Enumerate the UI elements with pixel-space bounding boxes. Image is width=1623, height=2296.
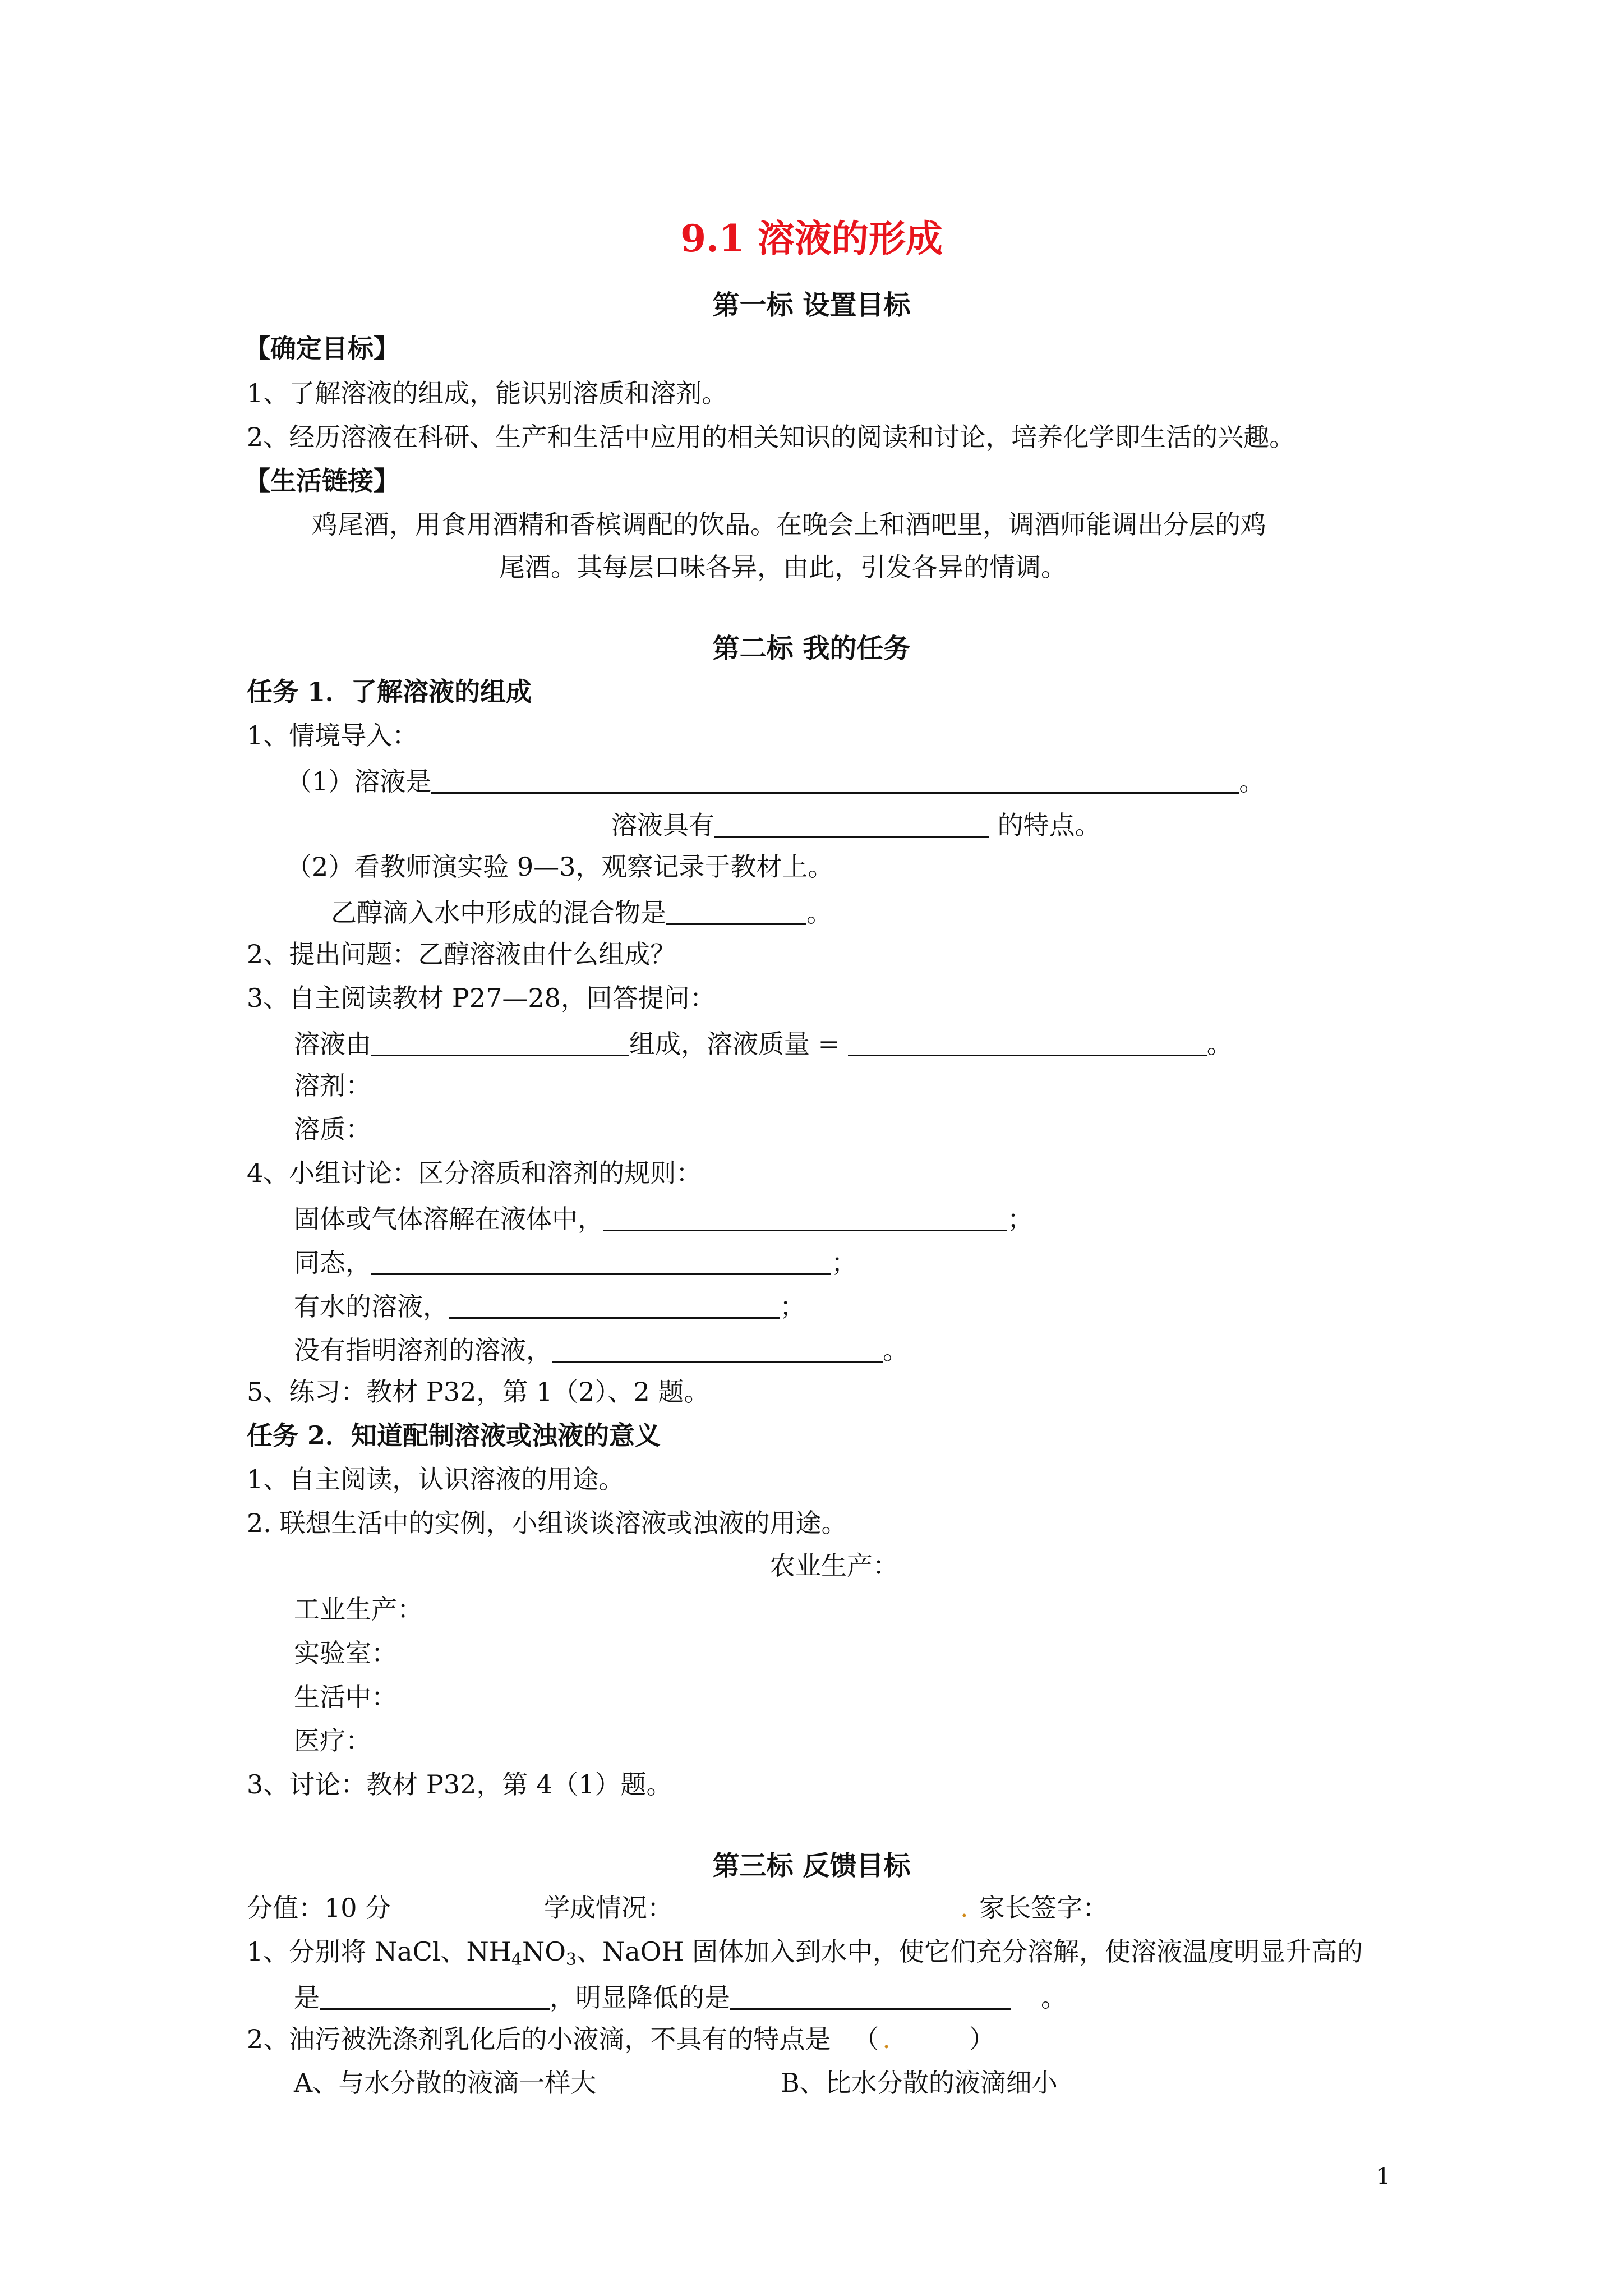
task1-item-2: 2、提出问题：乙醇溶液由什么组成？ [247,939,676,969]
solution-mass-label: 组成，溶液质量 = [629,1029,848,1059]
solution-definition-label: （1）溶液是 [286,766,432,797]
rule-with-water [294,1291,805,1322]
page-number: 1 [1376,2164,1391,2189]
rule-no-solvent-blank[interactable] [552,1335,883,1363]
use-agriculture: 农业生产： [769,1550,898,1581]
task1-heading: 任务 1．了解溶液的组成 [247,677,532,707]
q1-text: 1、分别将 NaCl、NH [247,1936,511,1967]
task1-item-1c: （2）看教师演实验 9—3，观察记录于教材上。 [286,852,834,882]
use-laboratory: 实验室： [294,1638,397,1668]
ethanol-mixture-label: 乙醇滴入水中形成的混合物是 [331,898,666,928]
rule-label: 固体或气体溶解在液体中， [294,1204,603,1234]
stray-dot: . [882,2024,891,2054]
task1-item-1a [286,766,1265,797]
page-title: 9.1 溶液的形成 [680,217,943,260]
q1-text: 、NaOH 固体加入到水中，使它们充分溶解，使溶液温度明显升高的 [577,1936,1363,1967]
rule-solid-gas-blank[interactable] [603,1204,1007,1231]
score-label: 分值：10 分 [247,1893,391,1923]
composition-label: 溶液由 [294,1029,371,1059]
use-medical: 医疗： [294,1726,371,1756]
punctuation: 。 [883,1335,909,1365]
question-2 [247,2026,995,2052]
task1-item-4: 4、小组讨论：区分溶质和溶剂的规则： [247,1158,702,1188]
task1-item-5: 5、练习：教材 P32，第 1（2）、2 题。 [247,1377,710,1407]
use-industry: 工业生产： [294,1594,423,1625]
option-a[interactable]: A、与水分散的液滴一样大 [294,2068,597,2098]
option-b[interactable]: B、比水分散的液滴细小 [781,2068,1058,2098]
q2-text: 2、油污被洗涤剂乳化后的小液滴，不具有的特点是 [247,2024,831,2054]
learning-status-label: 学成情况： [544,1893,673,1923]
rule-same-state-blank[interactable] [371,1248,831,1275]
task2-item-2: 2. 联想生活中的实例，小组谈谈溶液或浊液的用途。 [247,1508,847,1538]
solution-feature-label: 溶液具有 [611,810,714,840]
rule-with-water-blank[interactable] [449,1291,780,1319]
solution-mass-blank[interactable] [848,1029,1207,1056]
subscript-4: 4 [511,1950,522,1970]
section-heading-3: 第三标 反馈目标 [712,1850,911,1881]
rule-label: 没有指明溶剂的溶液， [294,1335,552,1365]
task1-item-3b: 溶剂： [294,1070,371,1101]
question-1-line-2 [294,1982,1067,2013]
temp-rise-blank[interactable] [320,1982,550,2010]
life-link-heading: 【生活链接】 [245,466,399,496]
stray-dot: . [960,1893,969,1923]
use-daily-life: 生活中： [294,1682,397,1712]
punctuation: 。 [1239,766,1265,797]
q1-text: ，明显降低的是 [550,1982,730,2013]
punctuation: ； [1007,1204,1033,1234]
q1-text: 是 [294,1982,320,2013]
goal-1: 1、了解溶液的组成，能识别溶质和溶剂。 [247,378,728,408]
q1-text: NO [522,1936,566,1967]
temp-drop-blank[interactable] [730,1982,1011,2010]
task2-item-3: 3、讨论：教材 P32，第 4（1）题。 [247,1769,672,1800]
task1-item-1: 1、情境导入： [247,720,418,751]
feature-suffix: 的特点。 [989,810,1101,840]
life-link-text-2: 尾酒。其每层口味各异，由此，引发各异的情调。 [499,552,1067,582]
parent-signature-label: 家长签字： [979,1893,1108,1923]
solution-feature-blank[interactable] [714,810,989,838]
question-1-line-1 [247,1936,1363,1970]
section-heading-1: 第一标 设置目标 [712,289,911,321]
rule-label: 同态， [294,1248,371,1278]
rule-solid-gas [294,1204,1033,1232]
task1-item-3c: 溶质： [294,1114,371,1144]
composition-blank[interactable] [371,1029,629,1056]
punctuation: ； [831,1248,857,1278]
task2-heading: 任务 2．知道配制溶液或浊液的意义 [247,1420,661,1451]
ethanol-mixture-blank[interactable] [666,898,806,925]
solution-definition-blank[interactable] [431,766,1239,794]
task1-item-1b [611,810,1101,838]
punctuation: 。 [806,898,832,928]
answer-paren-left: （ [853,2024,879,2054]
rule-same-state [294,1248,857,1276]
goal-2: 2、经历溶液在科研、生产和生活中应用的相关知识的阅读和讨论，培养化学即生活的兴趣。 [247,422,1295,452]
task1-item-1d [331,898,832,926]
punctuation: 。 [1041,1982,1067,2013]
task1-item-3a [294,1029,1233,1057]
task1-item-3: 3、自主阅读教材 P27—28，回答提问： [247,983,716,1013]
punctuation: 。 [1206,1029,1233,1059]
goals-heading: 【确定目标】 [245,333,399,364]
life-link-text-1: 鸡尾酒，用食用酒精和香槟调配的饮品。在晚会上和酒吧里，调酒师能调出分层的鸡 [312,509,1266,540]
answer-paren-right: ） [969,2024,995,2054]
task2-item-1: 1、自主阅读，认识溶液的用途。 [247,1464,625,1494]
punctuation: ； [780,1291,805,1322]
rule-label: 有水的溶液， [294,1291,449,1322]
rule-no-solvent [294,1335,909,1363]
section-heading-2: 第二标 我的任务 [712,633,911,664]
subscript-3: 3 [565,1950,577,1970]
